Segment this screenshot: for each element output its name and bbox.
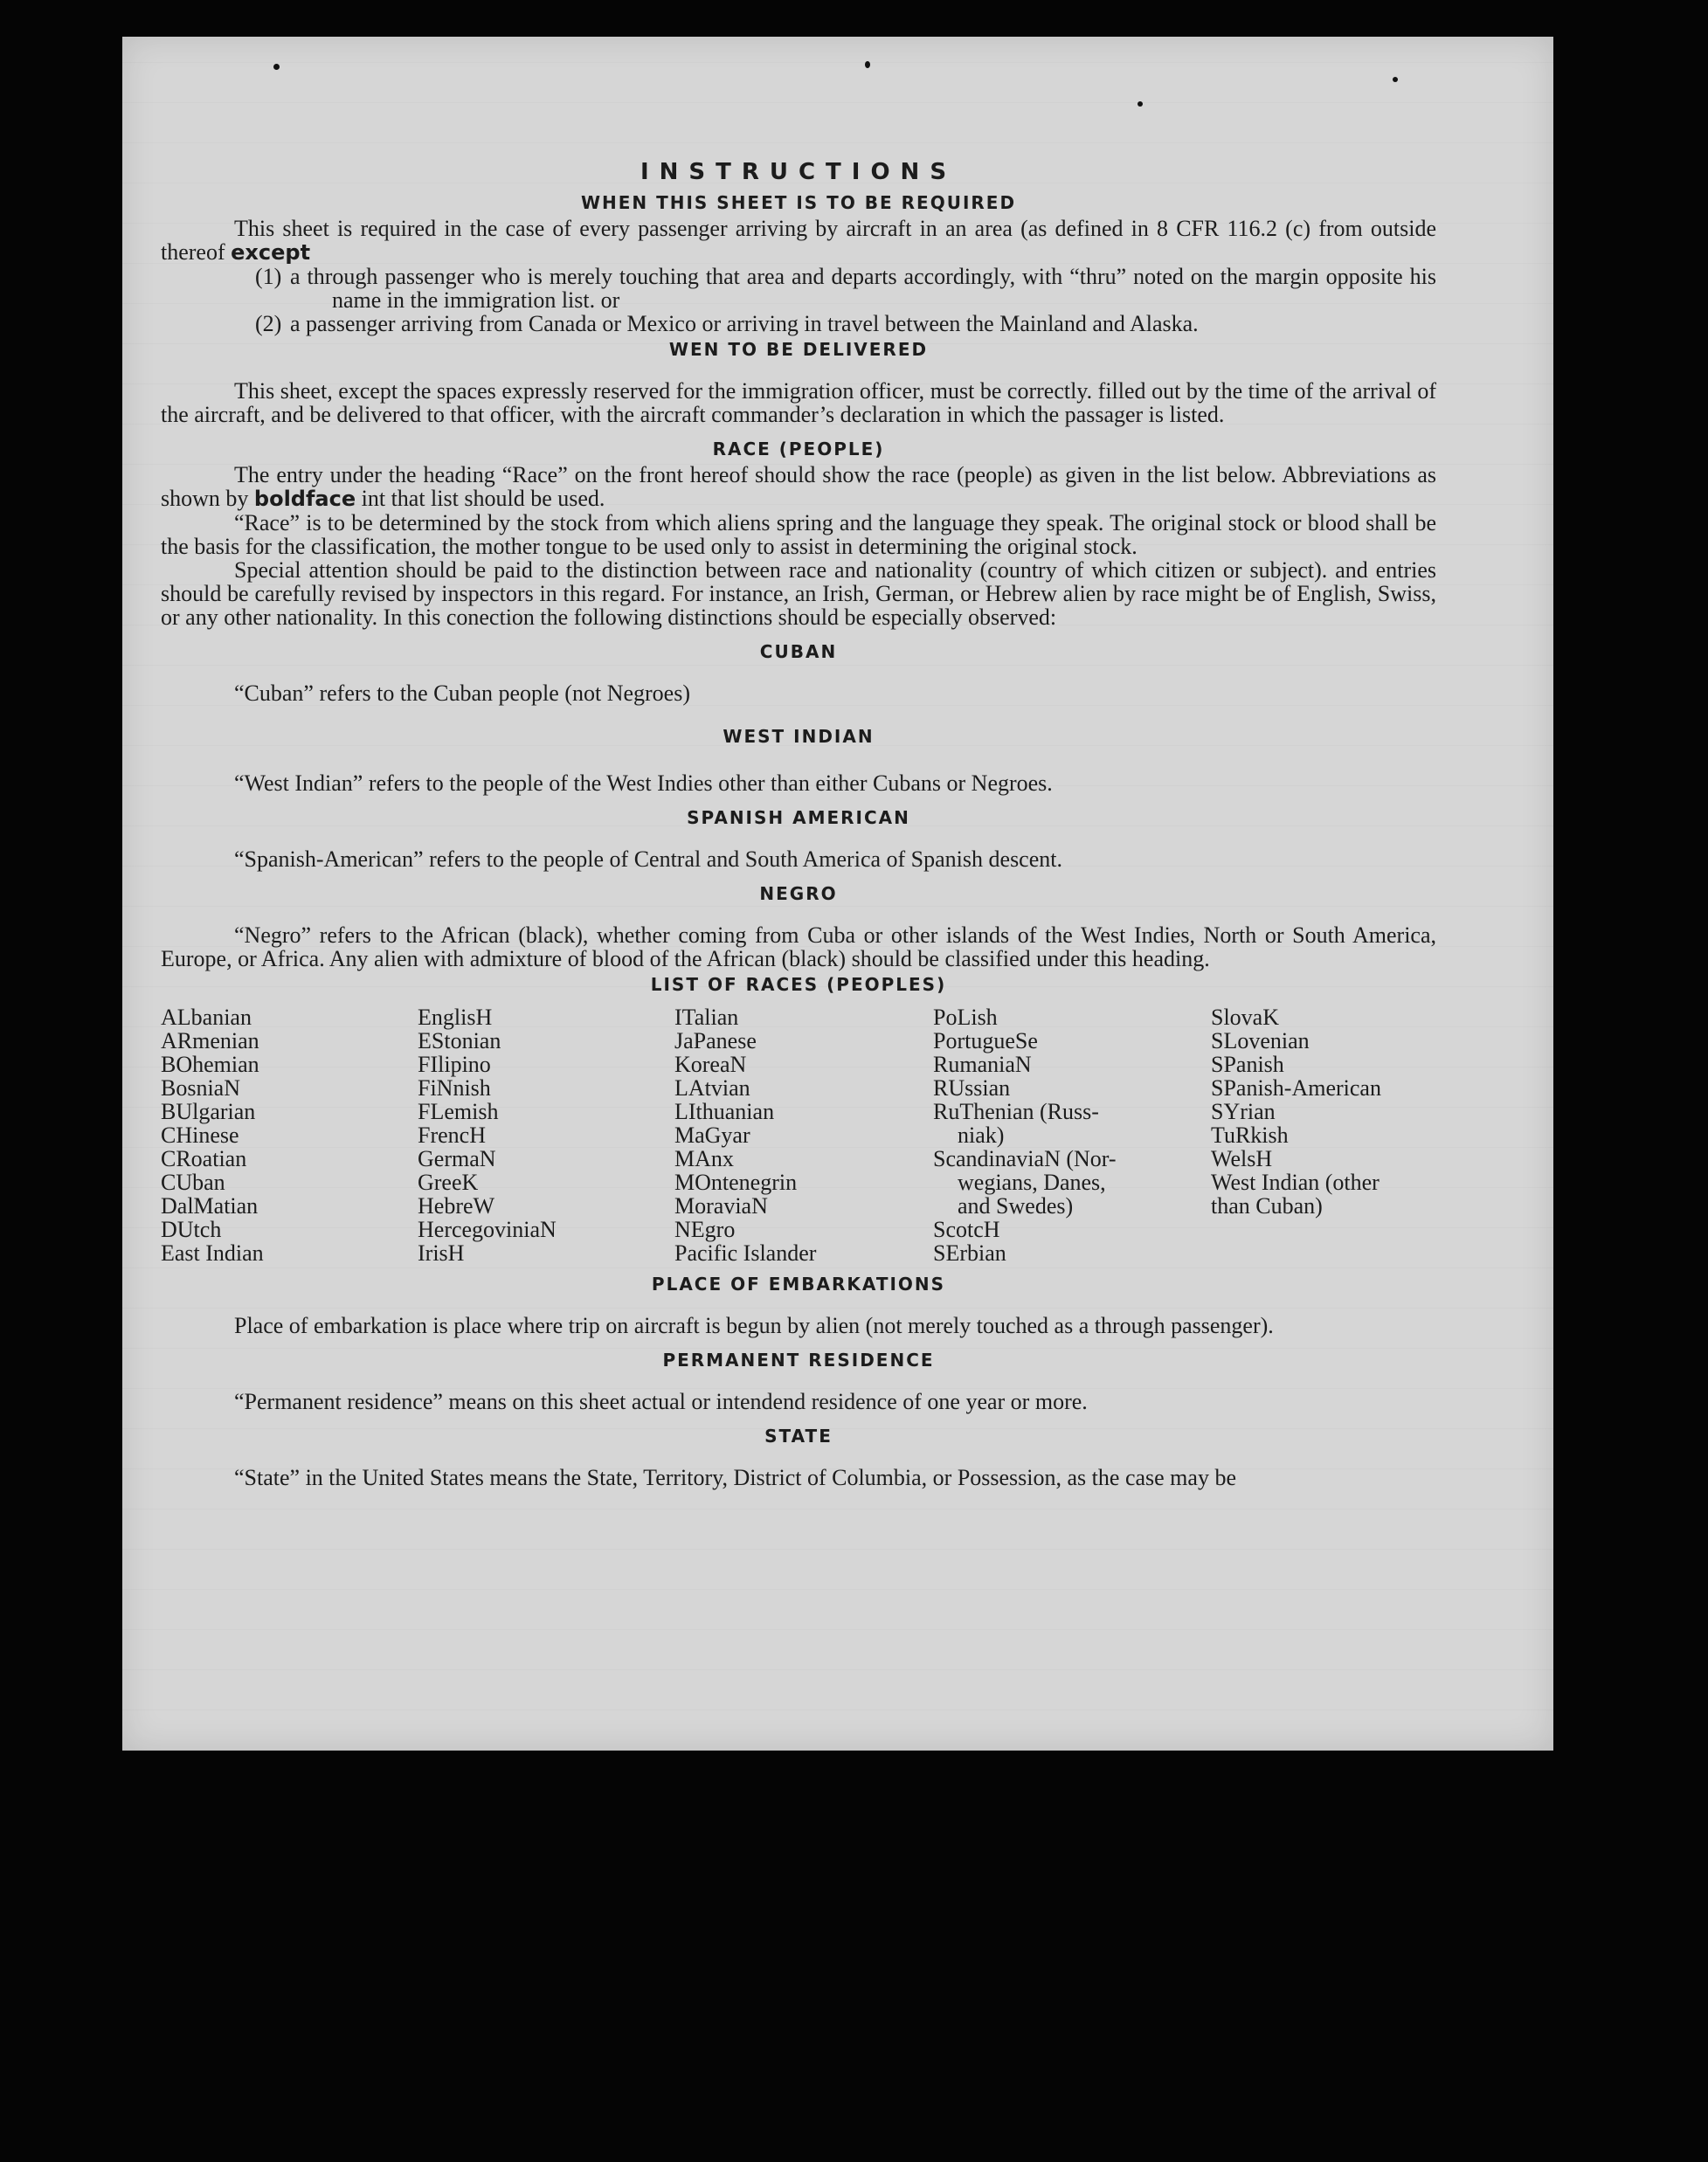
race-paragraph-2: “Race” is to be determined by the stock from which aliens spring and the language they speak. The original stock or blood shall be the basis for the classification, the mother tongue to be used only to assist in determining the original stock. (161, 510, 1436, 559)
race-list-entry: HercegoviniaN (418, 1217, 557, 1242)
race-list-entry: RuThenian (Russ- (933, 1099, 1099, 1124)
race-list-entry: MOntenegrin (674, 1170, 798, 1195)
race-list-entry: ScandinaviaN (Nor- (933, 1146, 1117, 1171)
permanent-residence-definition: “Permanent residence” means on this sheet actual or intendend residence of one year or more. (234, 1389, 1088, 1414)
section-heading-embarkation: PLACE OF EMBARKATIONS (651, 1274, 946, 1295)
scan-speck (865, 61, 870, 68)
section-heading-state: STATE (764, 1426, 833, 1447)
race-list-entry: SYrian (1211, 1099, 1276, 1124)
race-list-entry: BOhemian (161, 1052, 259, 1077)
race-list-entry: BUlgarian (161, 1099, 256, 1124)
race-list-entry: FIlipino (418, 1052, 491, 1077)
spacer (161, 908, 1436, 923)
race-list-entry: LIthuanian (674, 1099, 775, 1124)
race-list-entry: ScotcH (933, 1217, 1000, 1242)
race-list-entry: WelsH (1211, 1146, 1273, 1171)
section-heading-spanish-american: SPANISH AMERICAN (687, 807, 910, 828)
race-list-entry: RumaniaN (933, 1052, 1032, 1077)
race-list-entry: SlovaK (1211, 1005, 1279, 1030)
spacer (161, 1374, 1436, 1390)
spacer (161, 363, 1436, 379)
scan-speck (1393, 77, 1398, 82)
race-list-entry: GermaN (418, 1146, 496, 1171)
race-list-entry: GreeK (418, 1170, 479, 1195)
race-list-entry: MAnx (674, 1146, 734, 1171)
race-column-5 (1211, 1005, 1436, 1265)
race-list-entry: DUtch (161, 1217, 222, 1242)
race-list-entry: PoLish (933, 1005, 998, 1030)
race-list-entry: BosniaN (161, 1075, 240, 1101)
race-list-entry: EnglisH (418, 1005, 493, 1030)
section-heading-permanent-residence: PERMANENT RESIDENCE (662, 1350, 935, 1371)
race-list-entry: niak) (958, 1122, 1005, 1148)
race-list-entry: RUssian (933, 1075, 1011, 1101)
section-heading-west-indian: WEST INDIAN (723, 726, 875, 747)
scan-speck (273, 64, 280, 70)
race-list-entry: CRoatian (161, 1146, 247, 1171)
exception-item-2-number: (2) (255, 311, 282, 336)
race-list-entry: Pacific Islander (674, 1240, 817, 1266)
race-list-entry: PortugueSe (933, 1028, 1038, 1053)
section-heading-required: WHEN THIS SHEET IS TO BE REQUIRED (580, 192, 1017, 213)
race-list-entry: ALbanian (161, 1005, 252, 1030)
exception-item-2 (255, 312, 1436, 335)
state-definition: “State” in the United States means the State, Territory, District of Columbia, or Possession, as the case may be (234, 1465, 1236, 1490)
race-list-entry: SPanish-American (1211, 1075, 1381, 1101)
race-column-4 (933, 1005, 1211, 1265)
exception-item-1-number: (1) (255, 264, 282, 289)
west-indian-definition: “West Indian” refers to the people of the West Indies other than either Cubans or Negroes. (234, 770, 1053, 796)
section-heading-delivered: WEN TO BE DELIVERED (668, 339, 929, 360)
race-list-entry: LAtvian (674, 1075, 750, 1101)
race-list-entry: TuRkish (1211, 1122, 1289, 1148)
section-heading-cuban: CUBAN (759, 641, 838, 662)
race-list-grid (161, 1005, 1436, 1265)
race-column-1 (161, 1005, 418, 1265)
race-list-entry: MaGyar (674, 1122, 750, 1148)
race-column-2 (418, 1005, 674, 1265)
race-list-entry: CHinese (161, 1122, 239, 1148)
race-list-entry: East Indian (161, 1240, 264, 1266)
race-list-entry: HebreW (418, 1193, 495, 1219)
race-list-entry: than Cuban) (1211, 1193, 1323, 1219)
race-list-entry: ITalian (674, 1005, 739, 1030)
spacer (161, 1298, 1436, 1314)
race-list-entry: FiNnish (418, 1075, 491, 1101)
section-heading-race: RACE (PEOPLE) (712, 439, 885, 459)
race-list-entry: IrisH (418, 1240, 465, 1266)
race-list-entry: MoraviaN (674, 1193, 768, 1219)
race-list-entry: CUban (161, 1170, 225, 1195)
spacer (161, 666, 1436, 681)
spacer (161, 756, 1436, 771)
race-list-entry: JaPanese (674, 1028, 757, 1053)
race-list-entry: SErbian (933, 1240, 1006, 1266)
scan-speck (1138, 101, 1143, 107)
race-list-entry: FrencH (418, 1122, 486, 1148)
race-column-3 (674, 1005, 933, 1265)
race-paragraph-3: Special attention should be paid to the distinction between race and nationality (country of which citizen or subject). and entries should be carefully revised by inspectors in this regard. For instance, an Irish, German, or Hebrew alien by race might be of English, Swiss, or any other nationality. In this conection the following distinctions should be especially observed: (161, 557, 1436, 630)
instructions-content (161, 155, 1436, 1489)
race-list-entry: wegians, Danes, (958, 1170, 1106, 1195)
race-list-entry: EStonian (418, 1028, 501, 1053)
race-list-entry: FLemish (418, 1099, 499, 1124)
exception-item-2-text: a passenger arriving from Canada or Mexico or arriving in travel between the Mainland and Alaska. (290, 311, 1199, 336)
spacer (161, 832, 1436, 847)
race-list-entry: DalMatian (161, 1193, 259, 1219)
race-list-entry: KoreaN (674, 1052, 747, 1077)
section-heading-negro: NEGRO (759, 883, 838, 904)
page-title: INSTRUCTIONS (640, 159, 958, 185)
race-list-entry: SPanish (1211, 1052, 1284, 1077)
race-list-entry: ARmenian (161, 1028, 259, 1053)
required-intro (161, 217, 1436, 265)
exception-item-1-text: a through passenger who is merely touching that area and departs accordingly, with “thru” noted on the margin opposite his name in the immigration list. or (290, 264, 1436, 313)
spanish-american-definition: “Spanish-American” refers to the people of Central and South America of Spanish descent. (234, 846, 1062, 872)
spacer (161, 1450, 1436, 1466)
boldface-keyword: boldface (253, 487, 356, 511)
race-paragraph-1 (161, 463, 1436, 511)
embarkation-definition: Place of embarkation is place where trip on aircraft is begun by alien (not merely touched as a through passenger). (234, 1313, 1274, 1338)
required-intro-text: This sheet is required in the case of every passenger arriving by aircraft in an area (as defined in 8 CFR 116.2 (c) from outside thereof (161, 216, 1436, 265)
cuban-definition: “Cuban” refers to the Cuban people (not Negroes) (234, 680, 690, 706)
race-paragraph-1-a: The entry under the heading “Race” on the front hereof should show the race (people) as given in the list below. Abbreviations as shown by (161, 462, 1436, 511)
exception-item-1 (255, 265, 1436, 312)
delivered-paragraph: This sheet, except the spaces expressly reserved for the immigration officer, must be correctly. filled out by the time of the arrival of the aircraft, and be delivered to that officer, with the aircraft commander’s declaration in which the passager is listed. (161, 378, 1436, 427)
race-paragraph-1-c: int that list should be used. (361, 486, 605, 511)
race-list-entry: West Indian (other (1211, 1170, 1380, 1195)
race-list-entry: and Swedes) (958, 1193, 1074, 1219)
race-list-entry: NEgro (674, 1217, 736, 1242)
negro-definition: “Negro” refers to the African (black), whether coming from Cuba or other islands of the West Indies, North or South America, Europe, or Africa. Any alien with admixture of blood of the African (black) should be classified under this heading. (161, 922, 1436, 971)
except-keyword: except (231, 240, 311, 265)
race-list-entry: SLovenian (1211, 1028, 1310, 1053)
section-heading-list-of-races: LIST OF RACES (PEOPLES) (650, 974, 947, 995)
